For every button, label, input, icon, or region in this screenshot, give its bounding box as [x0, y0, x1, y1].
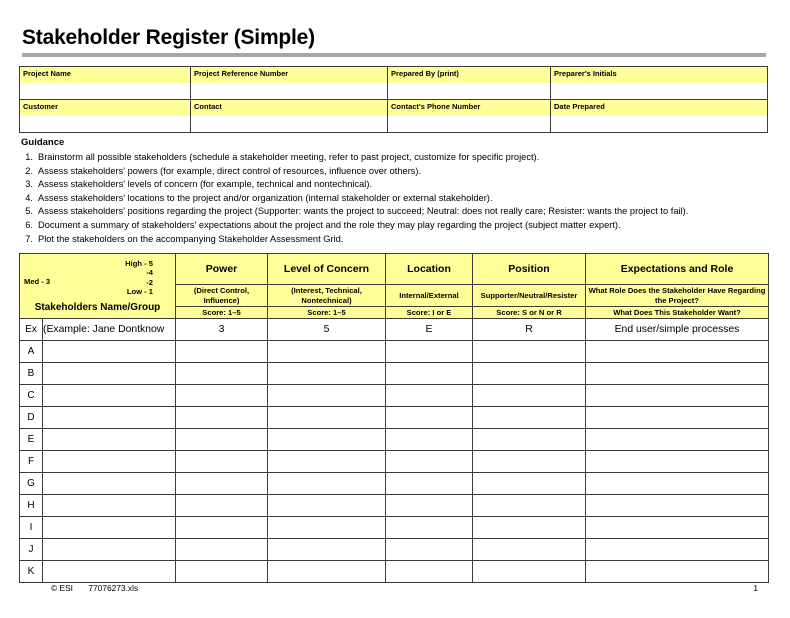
column-header-location: Location [386, 254, 473, 285]
guidance-list [21, 151, 771, 246]
guidance-item-number: 4. [25, 192, 33, 203]
row-label-c: C [20, 385, 43, 407]
column-sub-expectations-and-role: What Role Does the Stakeholder Have Regarding the Project? [586, 285, 769, 307]
column-score-level-of-concern: Score: 1–5 [268, 307, 386, 319]
info-input-contact-phone-number[interactable] [388, 116, 550, 131]
column-sub-position: Supporter/Neutral/Resister [473, 285, 586, 307]
cell-expectations[interactable] [586, 385, 769, 407]
cell-location[interactable] [386, 385, 473, 407]
cell-name[interactable] [43, 561, 176, 583]
guidance-item-text: Assess stakeholders' locations to the project and/or organization (internal stakeholder or external stakeholder). [38, 192, 493, 203]
row-label-k: K [20, 561, 43, 583]
cell-expectations[interactable] [586, 495, 769, 517]
info-cell-contact-phone-number[interactable] [388, 100, 551, 133]
legend-scale-four: -4 [146, 268, 153, 278]
row-label-d: D [20, 407, 43, 429]
info-cell-contact[interactable] [191, 100, 388, 133]
guidance-item-number: 6. [25, 219, 33, 230]
table-row [20, 539, 769, 561]
info-cell-date-prepared[interactable] [551, 100, 768, 133]
cell-position[interactable] [473, 539, 586, 561]
page-footer [19, 583, 768, 597]
column-sub-level-of-concern: (Interest, Technical, Nontechnical) [268, 285, 386, 307]
cell-expectations[interactable] [586, 473, 769, 495]
cell-name[interactable] [43, 495, 176, 517]
cell-power[interactable] [176, 473, 268, 495]
cell-concern[interactable] [268, 495, 386, 517]
cell-concern[interactable] [268, 407, 386, 429]
guidance-item-number: 5. [25, 206, 33, 217]
table-row [20, 385, 769, 407]
cell-name[interactable] [43, 473, 176, 495]
cell-location[interactable] [386, 539, 473, 561]
cell-example-location[interactable]: E [386, 319, 473, 341]
info-input-customer[interactable] [20, 116, 190, 131]
column-header-level-of-concern: Level of Concern [268, 254, 386, 285]
cell-power[interactable] [176, 341, 268, 363]
cell-location[interactable] [386, 407, 473, 429]
cell-example-power[interactable]: 3 [176, 319, 268, 341]
row-label-b: B [20, 363, 43, 385]
column-sub-power: (Direct Control, Influence) [176, 285, 268, 307]
cell-name[interactable] [43, 539, 176, 561]
column-score-expectations-and-role: What Does This Stakeholder Want? [586, 307, 769, 319]
guidance-item-text: Assess stakeholders' positions regarding the project (Supporter: wants the project to succeed; Neutral: does not really care; Resister: wants the project to fail). [38, 206, 689, 217]
cell-example-position[interactable]: R [473, 319, 586, 341]
column-header-stakeholders-name: Stakeholders Name/Group [34, 302, 161, 313]
cell-example-concern[interactable]: 5 [268, 319, 386, 341]
cell-location[interactable] [386, 517, 473, 539]
table-row [20, 341, 769, 363]
cell-location[interactable] [386, 451, 473, 473]
cell-power[interactable] [176, 429, 268, 451]
column-header-position: Position [473, 254, 586, 285]
guidance-item [21, 233, 771, 247]
column-score-position: Score: S or N or R [473, 307, 586, 319]
table-row [20, 517, 769, 539]
cell-power[interactable] [176, 363, 268, 385]
cell-concern[interactable] [268, 473, 386, 495]
cell-expectations[interactable] [586, 517, 769, 539]
project-info-table [19, 66, 768, 133]
cell-name[interactable] [43, 407, 176, 429]
guidance-item-number: 3. [25, 179, 33, 190]
cell-position[interactable] [473, 363, 586, 385]
table-row [20, 473, 769, 495]
cell-name[interactable] [43, 385, 176, 407]
cell-expectations[interactable] [586, 341, 769, 363]
guidance-item-text: Document a summary of stakeholders' expectations about the project and the role they may play regarding the project (subject matter expert). [38, 219, 621, 230]
guidance-item-text: Brainstorm all possible stakeholders (schedule a stakeholder meeting, refer to past project, customize for specific project). [38, 152, 540, 162]
cell-location[interactable] [386, 429, 473, 451]
info-label-contact: Contact [191, 100, 387, 116]
guidance-item [21, 178, 771, 192]
row-label-g: G [20, 473, 43, 495]
table-row [20, 451, 769, 473]
info-row-2 [20, 100, 768, 133]
cell-example-expectations[interactable]: End user/simple processes [586, 319, 769, 341]
cell-location[interactable] [386, 341, 473, 363]
table-row [20, 429, 769, 451]
info-input-project-reference-number[interactable] [191, 83, 387, 98]
cell-expectations[interactable] [586, 539, 769, 561]
cell-power[interactable] [176, 539, 268, 561]
info-input-preparers-initials[interactable] [551, 83, 767, 98]
cell-expectations[interactable] [586, 451, 769, 473]
info-cell-customer[interactable] [20, 100, 191, 133]
info-label-contact-phone-number: Contact's Phone Number [388, 100, 550, 116]
cell-concern[interactable] [268, 539, 386, 561]
table-row [20, 363, 769, 385]
row-label-f: F [20, 451, 43, 473]
cell-location[interactable] [386, 473, 473, 495]
cell-expectations[interactable] [586, 561, 769, 583]
cell-concern[interactable] [268, 385, 386, 407]
guidance-item-number: 2. [25, 165, 33, 176]
cell-location[interactable] [386, 363, 473, 385]
column-sub-location: Internal/External [386, 285, 473, 307]
guidance-item [21, 151, 771, 165]
info-label-date-prepared: Date Prepared [551, 100, 767, 116]
cell-power[interactable] [176, 561, 268, 583]
info-label-customer: Customer [20, 100, 190, 116]
guidance-item-text: Assess stakeholders' levels of concern (for example, technical and nontechnical). [38, 179, 373, 190]
title-block [22, 26, 766, 57]
guidance-item-number: 7. [25, 233, 33, 244]
cell-name[interactable] [43, 341, 176, 363]
cell-position[interactable] [473, 429, 586, 451]
table-row [20, 495, 769, 517]
info-input-date-prepared[interactable] [551, 116, 767, 131]
footer-attribution [51, 583, 138, 593]
cell-example-name[interactable]: (Example: Jane Dontknow [43, 319, 176, 341]
cell-concern[interactable] [268, 517, 386, 539]
row-label-e: E [20, 429, 43, 451]
cell-position[interactable] [473, 495, 586, 517]
cell-location[interactable] [386, 561, 473, 583]
legend-cell [20, 254, 176, 319]
cell-concern[interactable] [268, 561, 386, 583]
cell-location[interactable] [386, 495, 473, 517]
guidance-item [21, 219, 771, 233]
info-label-prepared-by: Prepared By (print) [388, 67, 550, 83]
guidance-item [21, 205, 771, 219]
column-score-power: Score: 1–5 [176, 307, 268, 319]
info-cell-project-name[interactable] [20, 67, 191, 100]
info-cell-project-reference-number[interactable] [191, 67, 388, 100]
page-title: Stakeholder Register (Simple) [22, 26, 315, 49]
legend-scale-low: Low - 1 [126, 287, 153, 297]
cell-name[interactable] [43, 451, 176, 473]
table-row [20, 407, 769, 429]
legend-scale-high: High - 5 [125, 259, 153, 268]
row-label-a: A [20, 341, 43, 363]
row-label-i: I [20, 517, 43, 539]
cell-position[interactable] [473, 473, 586, 495]
footer-page-number: 1 [753, 583, 758, 593]
cell-power[interactable] [176, 385, 268, 407]
info-label-preparers-initials: Preparer's Initials [551, 67, 767, 83]
guidance-item-text: Assess stakeholders' powers (for example, direct control of resources, influence over others). [38, 165, 422, 176]
cell-concern[interactable] [268, 429, 386, 451]
cell-name[interactable] [43, 429, 176, 451]
guidance-heading: Guidance [21, 137, 65, 148]
cell-position[interactable] [473, 407, 586, 429]
legend-scale-two: -2 [146, 277, 153, 287]
info-label-project-reference-number: Project Reference Number [191, 67, 387, 83]
cell-position[interactable] [473, 561, 586, 583]
cell-name[interactable] [43, 363, 176, 385]
legend-med-label: Med - 3 [24, 277, 51, 286]
row-label-h: H [20, 495, 43, 517]
column-header-expectations-and-role: Expectations and Role [586, 254, 769, 285]
stakeholder-register-table [19, 253, 769, 583]
footer-filename: 77076273.xls [88, 583, 139, 593]
info-input-contact[interactable] [191, 116, 387, 131]
cell-concern[interactable] [268, 451, 386, 473]
info-input-project-name[interactable] [20, 83, 190, 98]
info-input-prepared-by[interactable] [388, 83, 550, 98]
info-cell-preparers-initials[interactable] [551, 67, 768, 100]
column-score-location: Score: I or E [386, 307, 473, 319]
info-label-project-name: Project Name [20, 67, 190, 83]
cell-power[interactable] [176, 407, 268, 429]
cell-power[interactable] [176, 451, 268, 473]
cell-power[interactable] [176, 517, 268, 539]
table-row [20, 561, 769, 583]
guidance-item [21, 192, 771, 206]
cell-expectations[interactable] [586, 429, 769, 451]
cell-concern[interactable] [268, 341, 386, 363]
cell-position[interactable] [473, 517, 586, 539]
cell-expectations[interactable] [586, 407, 769, 429]
info-row-1 [20, 67, 768, 100]
guidance-item-number: 1. [25, 152, 33, 162]
cell-name[interactable] [43, 517, 176, 539]
row-label-j: J [20, 539, 43, 561]
guidance-item-text: Plot the stakeholders on the accompanying Stakeholder Assessment Grid. [38, 233, 344, 244]
legend-scale [125, 259, 153, 297]
cell-position[interactable] [473, 341, 586, 363]
cell-power[interactable] [176, 495, 268, 517]
footer-copyright: © ESI [51, 583, 73, 593]
cell-position[interactable] [473, 385, 586, 407]
column-header-power: Power [176, 254, 268, 285]
row-label-ex: Ex [20, 319, 43, 341]
info-cell-prepared-by[interactable] [388, 67, 551, 100]
guidance-section [21, 137, 771, 246]
title-divider [22, 53, 766, 57]
table-row [20, 319, 769, 341]
cell-concern[interactable] [268, 363, 386, 385]
register-header-titles [20, 254, 769, 285]
cell-expectations[interactable] [586, 363, 769, 385]
cell-position[interactable] [473, 451, 586, 473]
guidance-item [21, 165, 771, 179]
